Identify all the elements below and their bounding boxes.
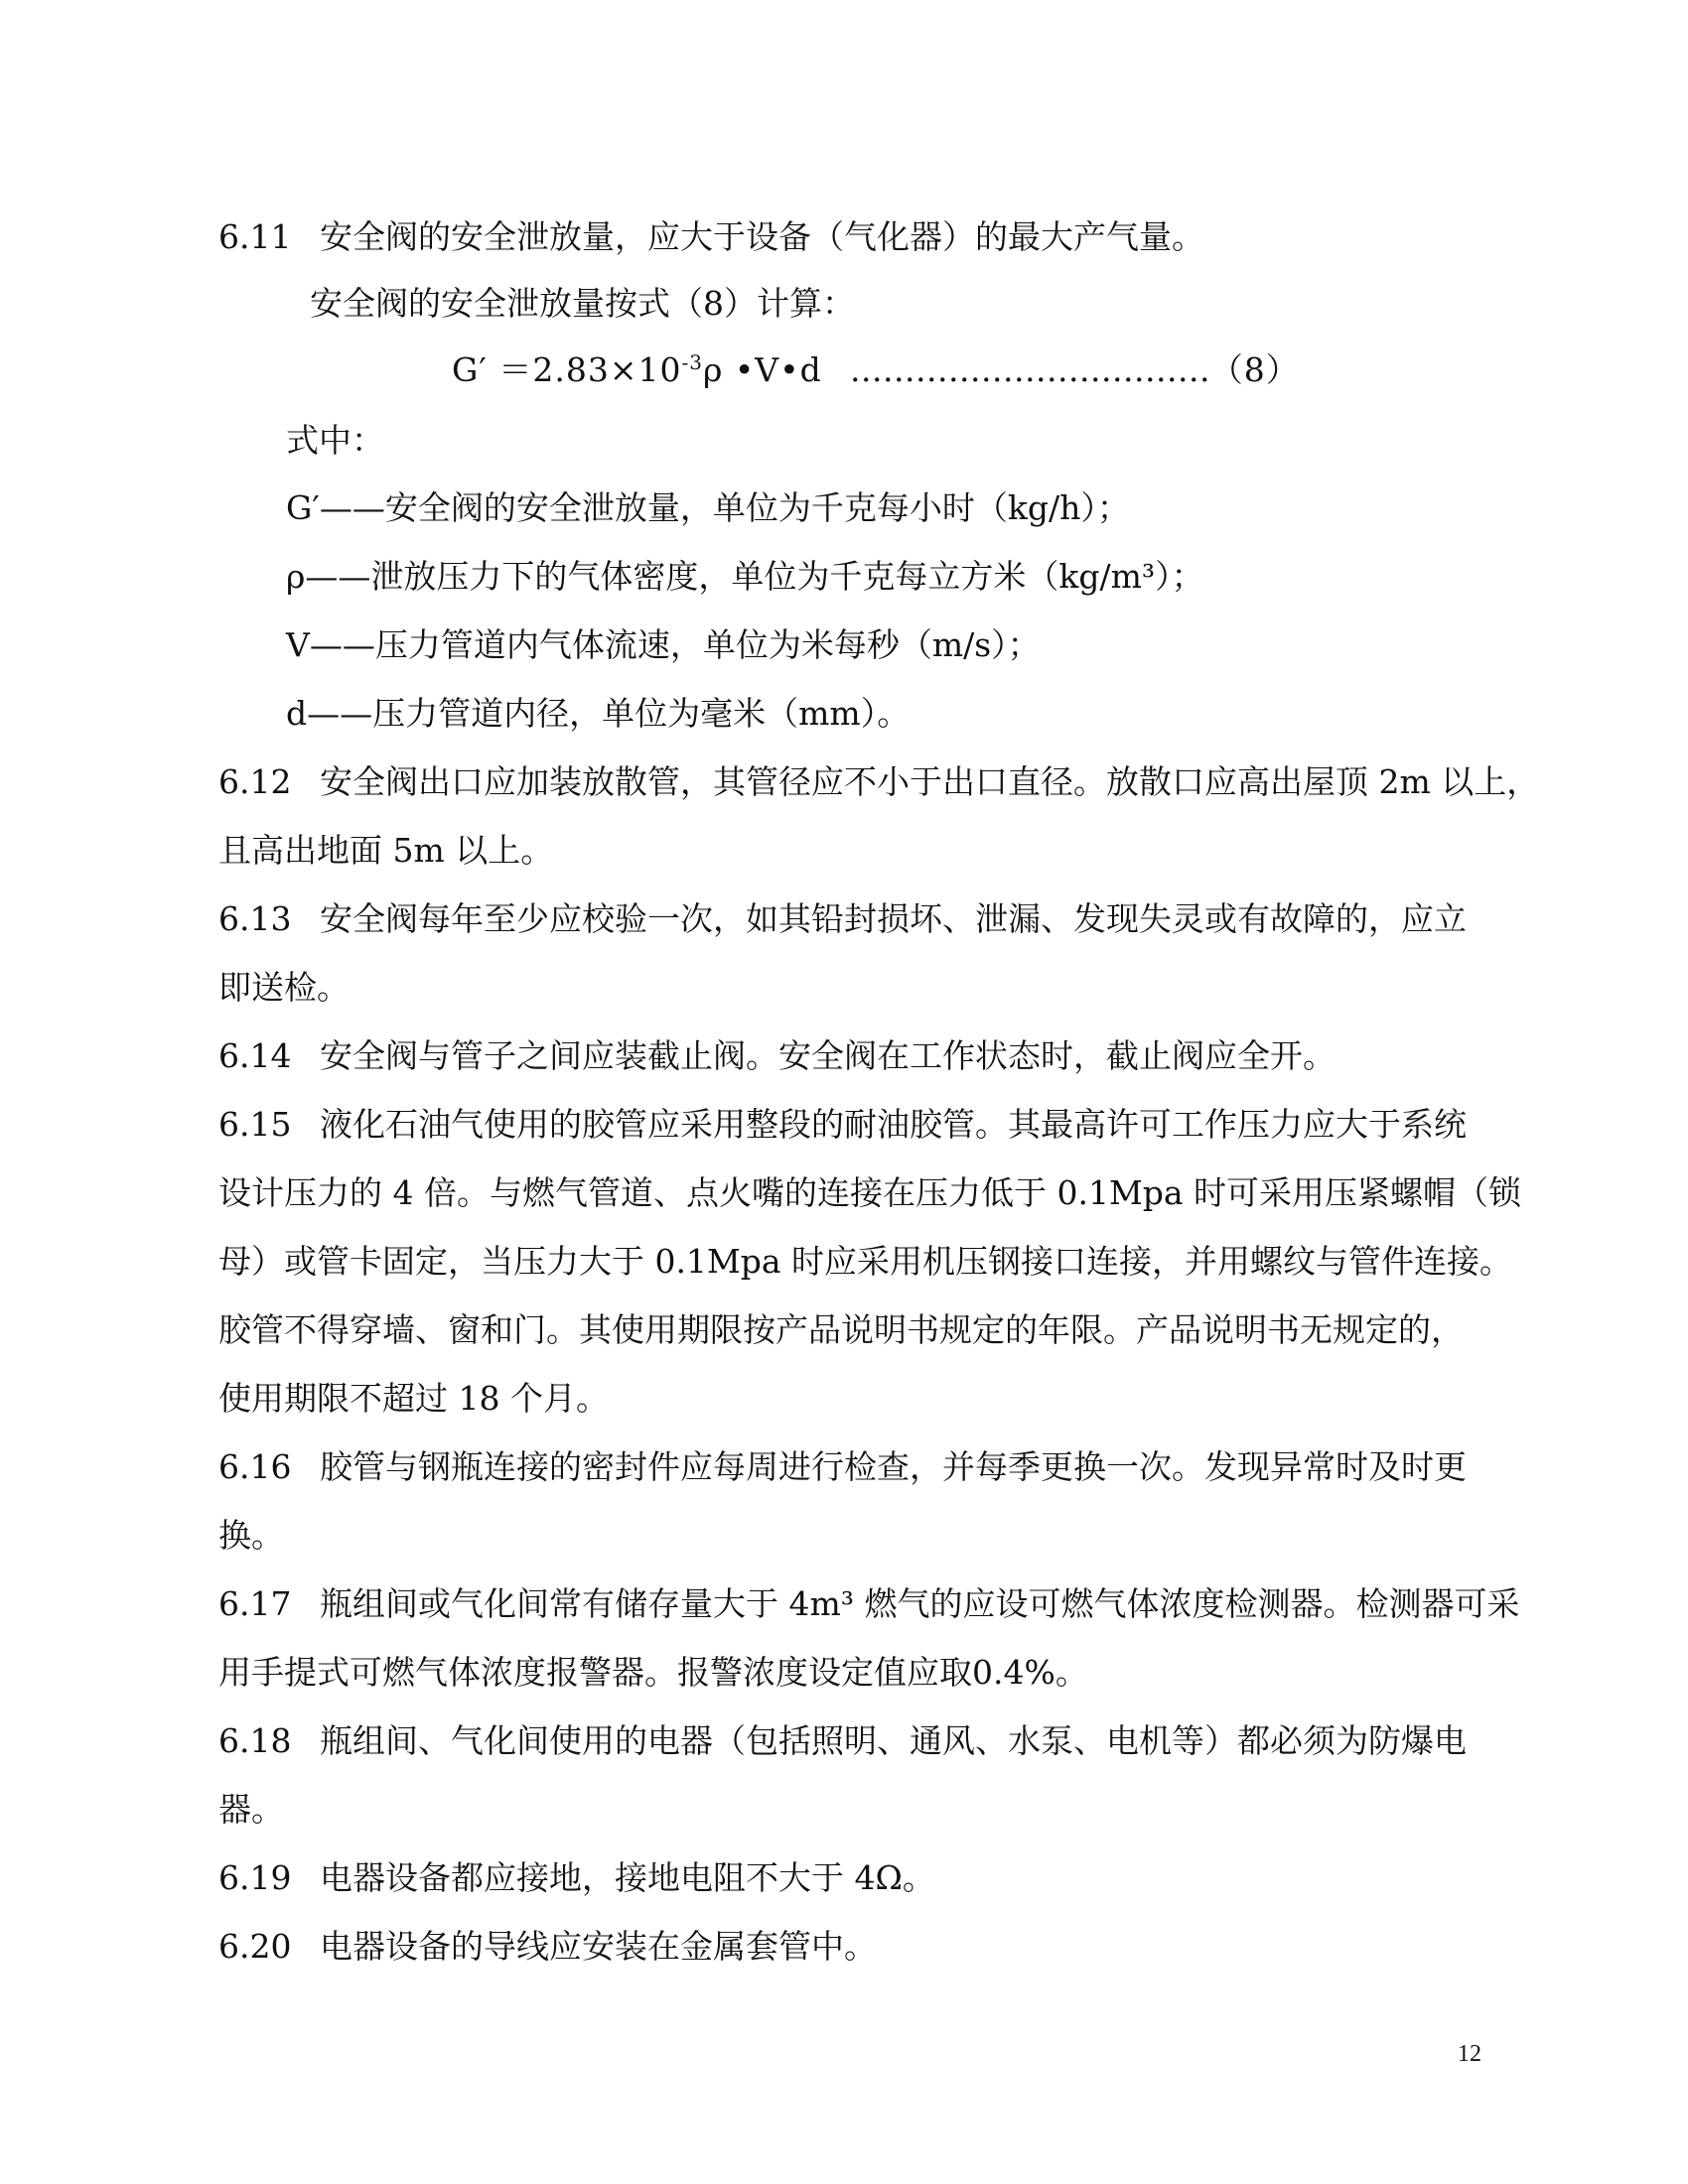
section-number: 6.20 — [218, 1927, 292, 1966]
section-6-17 — [218, 1584, 1520, 1624]
section-6-15-cont-3: 胶管不得穿墙、窗和门。其使用期限按产品说明书规定的年限。产品说明书无规定的， — [218, 1310, 1464, 1349]
where-label: 式中： — [286, 421, 384, 460]
section-text: 安全阀的安全泄放量，应大于设备（气化器）的最大产气量。 — [320, 217, 1204, 256]
section-text: 安全阀出口应加装放散管，其管径应不小于出口直径。放散口应高出屋顶 2m 以上， — [320, 762, 1540, 801]
formula-lhs: G′ ＝2.83×10 — [452, 350, 682, 389]
formula-equation-number: （8） — [1209, 350, 1300, 389]
section-6-13-cont: 即送检。 — [218, 968, 350, 1007]
section-6-16-cont: 换。 — [218, 1516, 284, 1555]
section-number: 6.19 — [218, 1858, 292, 1897]
section-6-15-cont-2: 母）或管卡固定，当压力大于 0.1Mpa 时应采用机压钢接口连接，并用螺纹与管件连接。 — [218, 1242, 1513, 1281]
formula-rhs: ρ •V•d — [702, 350, 822, 389]
section-number: 6.11 — [218, 217, 292, 256]
section-6-13 — [218, 899, 1467, 939]
section-text: 安全阀每年至少应校验一次，如其铅封损坏、泄漏、发现失灵或有故障的，应立 — [320, 899, 1467, 938]
formula-intro: 安全阀的安全泄放量按式（8）计算： — [310, 284, 855, 323]
section-6-20 — [218, 1927, 877, 1967]
section-6-18 — [218, 1721, 1467, 1761]
section-6-15-cont-1: 设计压力的 4 倍。与燃气管道、点火嘴的连接在压力低于 0.1Mpa 时可采用压紧螺帽（锁 — [218, 1173, 1522, 1212]
section-number: 6.18 — [218, 1721, 292, 1760]
section-text: 瓶组间或气化间常有储存量大于 4m³ 燃气的应设可燃气体浓度检测器。检测器可采 — [320, 1584, 1520, 1623]
section-6-18-cont: 器。 — [218, 1790, 284, 1829]
section-6-16 — [218, 1447, 1467, 1487]
section-6-19 — [218, 1858, 935, 1898]
section-6-15 — [218, 1105, 1467, 1145]
section-6-12 — [218, 762, 1539, 802]
definition-v: V——压力管道内气体流速，单位为米每秒（m/s）； — [286, 625, 1041, 664]
definition-d: d——压力管道内径，单位为毫米（mm）。 — [286, 694, 911, 733]
section-number: 6.15 — [218, 1105, 292, 1144]
section-text: 胶管与钢瓶连接的密封件应每周进行检查，并每季更换一次。发现异常时及时更 — [320, 1447, 1467, 1486]
definition-g: G′——安全阀的安全泄放量，单位为千克每小时（kg/h）； — [286, 488, 1130, 527]
formula-leader-dots: …………………………… — [849, 350, 1210, 389]
definition-rho: ρ——泄放压力下的气体密度，单位为千克每立方米（kg/m³）； — [286, 557, 1204, 596]
section-6-12-cont: 且高出地面 5m 以上。 — [218, 831, 554, 870]
section-number: 6.17 — [218, 1584, 292, 1623]
section-6-14 — [218, 1036, 1336, 1076]
section-6-11 — [218, 217, 1204, 257]
section-text: 电器设备都应接地，接地电阻不大于 4Ω。 — [320, 1858, 935, 1897]
page-number: 12 — [1458, 2041, 1481, 2067]
section-number: 6.13 — [218, 899, 292, 938]
section-number: 6.14 — [218, 1036, 292, 1075]
section-6-15-cont-4: 使用期限不超过 18 个月。 — [218, 1379, 609, 1418]
section-number: 6.12 — [218, 762, 292, 801]
section-6-17-cont: 用手提式可燃气体浓度报警器。报警浓度设定值应取0.4%。 — [218, 1653, 1088, 1692]
section-text: 瓶组间、气化间使用的电器（包括照明、通风、水泵、电机等）都必须为防爆电 — [320, 1721, 1467, 1760]
section-text: 液化石油气使用的胶管应采用整段的耐油胶管。其最高许可工作压力应大于系统 — [320, 1105, 1467, 1144]
formula-exponent: -3 — [681, 350, 703, 374]
section-text: 电器设备的导线应安装在金属套管中。 — [320, 1927, 877, 1966]
formula-8 — [452, 350, 1300, 390]
section-number: 6.16 — [218, 1447, 292, 1486]
section-text: 安全阀与管子之间应装截止阀。安全阀在工作状态时，截止阀应全开。 — [320, 1036, 1336, 1075]
